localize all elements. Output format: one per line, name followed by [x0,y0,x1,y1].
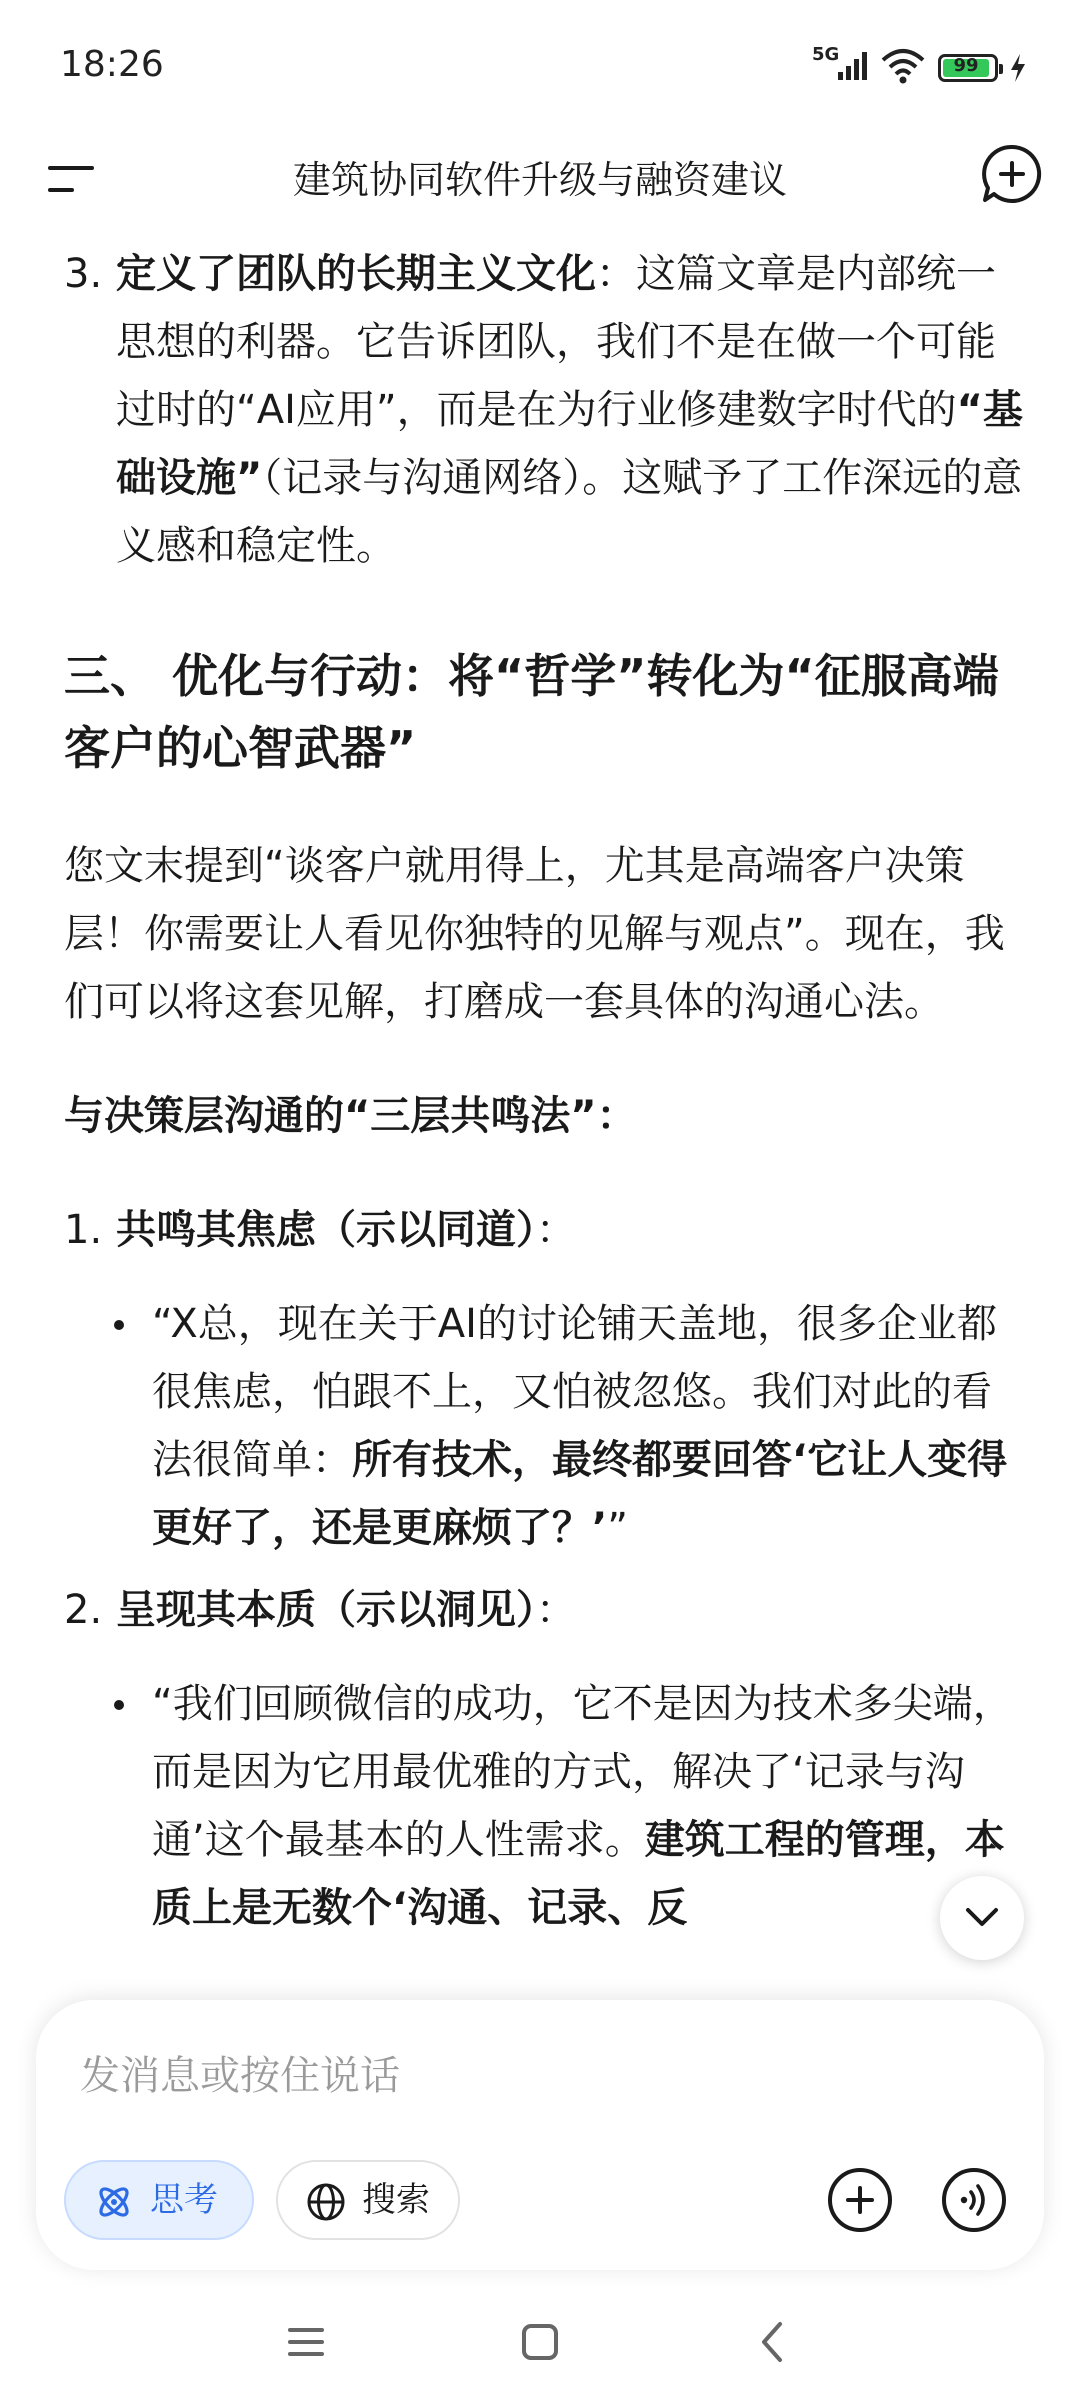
bullet-emphasis: 所有技术，最终都要回答‘它让人变得更好了，还是更麻烦了？’ [152,1437,1008,1551]
bullet-text: “X总，现在关于AI的讨论铺天盖地，很多企业都很焦虑，怕跟不上，又怕被忽悠。我们对此的看法很简单： [152,1301,997,1483]
list-item-2 [64,1576,1024,1644]
list-item-1 [64,1196,1024,1264]
globe-icon [306,2182,346,2222]
bullet-text: “我们回顾微信的成功，它不是因为技术多尖端，而是因为它用最优雅的方式，解决了‘记录与沟通’这个最基本的人性需求。 [152,1681,1013,1863]
chevron-down-icon [962,1900,1002,1936]
battery-level: 99 [953,55,979,76]
atom-icon [94,2182,134,2222]
list-item-3 [64,240,1024,580]
list-item-emphasis: “基础设施” [116,387,1023,501]
search-toggle-button[interactable] [276,2160,460,2240]
list-number: 3. [64,251,103,297]
chat-header [0,130,1080,230]
intro-paragraph: 您文末提到“谈客户就用得上，尤其是高端客户决策层！你需要让人看见你独特的见解与观点”。现在，我们可以将这套见解，打磨成一套具体的沟通心法。 [64,843,1005,1025]
list-item-title: 共鸣其焦虑（示以同道） [116,1207,536,1253]
wifi-icon [880,46,926,86]
bullet-item [64,1290,1024,1562]
battery-icon [938,54,998,82]
message-input[interactable]: 发消息或按住说话 [80,2053,400,2099]
plus-circle-icon [826,2166,894,2234]
message-content [64,240,1024,2000]
scroll-to-bottom-button[interactable] [940,1876,1024,1960]
method-title: 与决策层沟通的“三层共鸣法”： [64,1093,637,1139]
think-toggle-button[interactable] [64,2160,254,2240]
status-bar [0,0,1080,130]
bullet-item [64,1670,1024,1942]
list-item-text-end: （记录与沟通网络）。这赋予了工作深远的意义感和稳定性。 [116,455,1023,569]
list-item-title: 定义了团队的长期主义文化 [116,251,596,297]
home-icon[interactable] [516,2318,564,2366]
charging-icon [1008,52,1028,84]
chat-title: 建筑协同软件升级与融资建议 [292,158,787,202]
section-heading: 三、 优化与行动：将“哲学”转化为“征服高端客户的心智武器” [64,649,999,775]
recents-icon[interactable] [282,2318,330,2366]
message-composer [36,2000,1044,2270]
list-item-colon: ： [536,1207,576,1253]
bullet-end: ” [607,1505,628,1551]
bullet-dot [114,1700,124,1710]
bullet-emphasis: 建筑工程的管理，本质上是无数个‘沟通、记录、反 [152,1817,1005,1931]
voice-icon [940,2166,1008,2234]
attach-plus-button[interactable] [826,2166,894,2234]
list-number: 2. [64,1587,103,1633]
back-icon[interactable] [750,2318,798,2366]
voice-input-button[interactable] [940,2166,1008,2234]
menu-icon[interactable] [44,152,104,208]
list-item-colon: ： [536,1587,576,1633]
search-label: 搜索 [362,2180,430,2220]
network-type-label: 5G [812,44,840,65]
think-label: 思考 [150,2180,218,2220]
list-number: 1. [64,1207,103,1253]
list-item-text: ：这篇文章是内部统一思想的利器。它告诉团队，我们不是在做一个可能过时的“AI应用”，而是在为行业修建数字时代的 [116,251,996,433]
list-item-title: 呈现其本质（示以洞见） [116,1587,536,1633]
system-nav-bar [0,2290,1080,2400]
bullet-dot [114,1320,124,1330]
cellular-signal-icon [812,44,872,82]
status-time: 18:26 [60,44,164,85]
new-chat-icon[interactable] [980,142,1044,206]
